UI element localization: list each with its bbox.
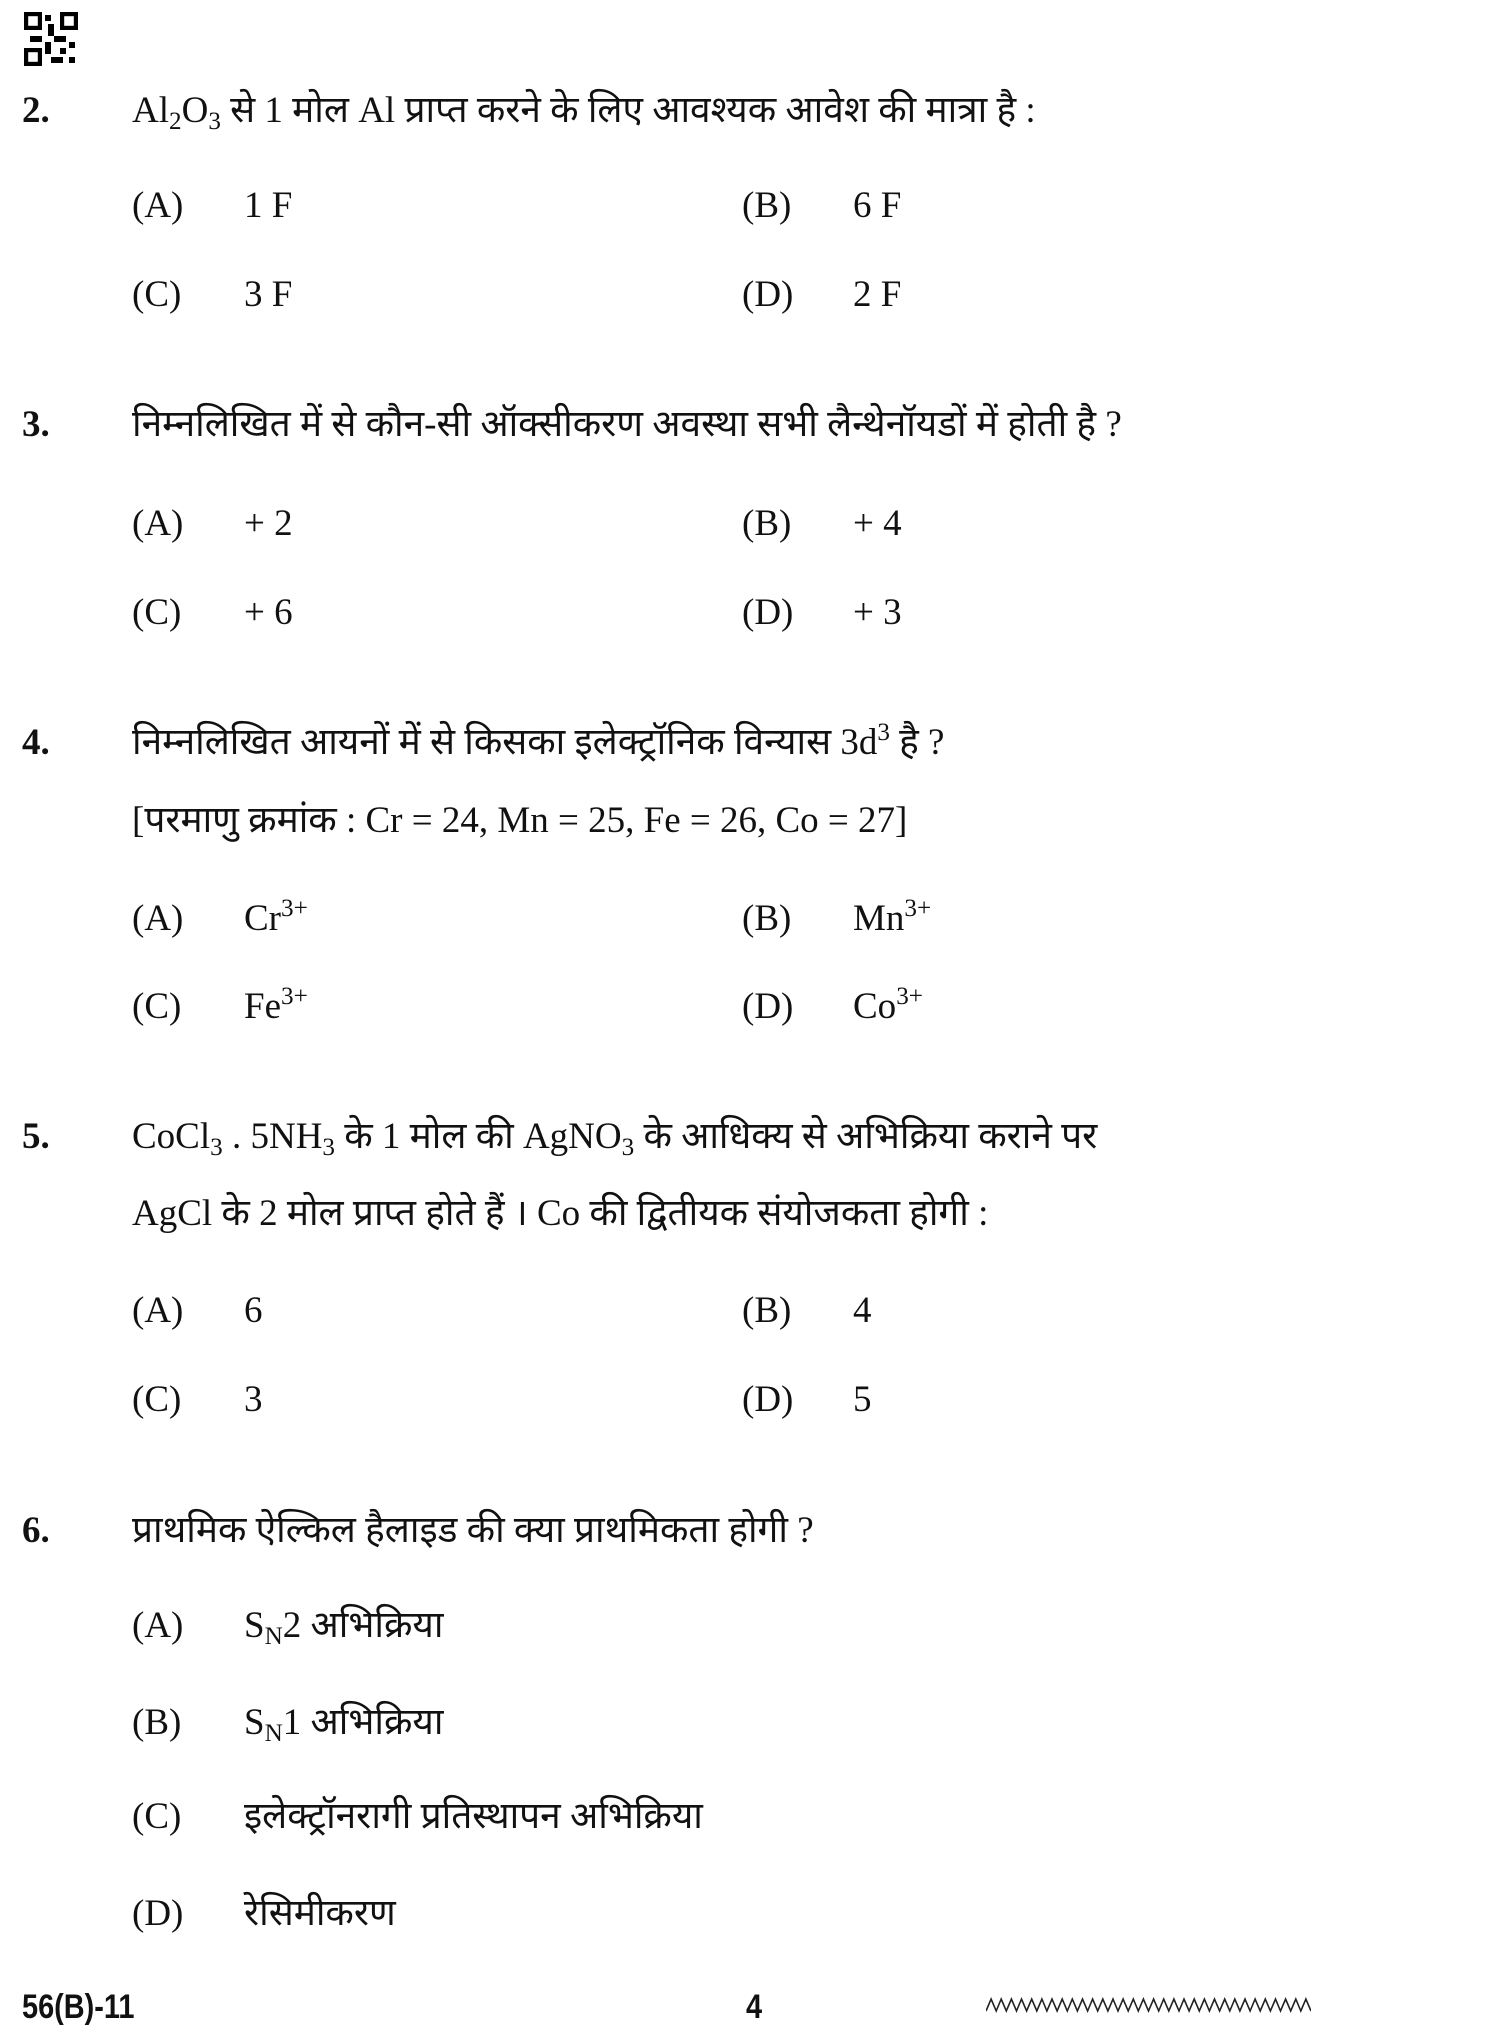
text-segment: निम्नलिखित में से कौन-सी ऑक्सीकरण अवस्था सभी लैन्थेनॉयडों में होती है ?	[132, 404, 1122, 445]
question-text	[132, 802, 907, 839]
option-value	[853, 983, 923, 1027]
text-segment: Al	[132, 90, 169, 131]
text-segment: निम्नलिखित आयनों में से किसका इलेक्ट्रॉनिक विन्यास 3d	[132, 722, 878, 763]
subscript: 3	[210, 1134, 223, 1162]
subscript: 3	[621, 1134, 635, 1162]
option-label: (D)	[132, 1893, 184, 1934]
qr-code-icon	[24, 12, 78, 66]
text-segment: इलेक्ट्रॉनरागी प्रतिस्थापन अभिक्रिया	[244, 1796, 703, 1837]
option-value	[244, 1798, 703, 1835]
question-text	[132, 1195, 988, 1232]
superscript: 3	[877, 719, 890, 747]
option-label: (A)	[132, 503, 184, 544]
text-segment: 2 F	[853, 274, 902, 315]
text-segment: है ?	[889, 722, 945, 763]
option-label: (A)	[132, 898, 184, 939]
text-segment: O	[181, 90, 209, 131]
option-label: (D)	[742, 274, 794, 315]
subscript: 2	[169, 108, 182, 136]
text-segment: 1 अभिक्रिया	[282, 1702, 444, 1743]
superscript: 3+	[281, 895, 308, 923]
option-value	[244, 505, 293, 542]
option-label: (C)	[132, 1796, 182, 1837]
option-value	[853, 594, 902, 631]
page-number: 4	[746, 1988, 763, 2026]
subscript: N	[264, 1720, 283, 1748]
option-label: (B)	[742, 1290, 792, 1331]
text-segment: 3	[244, 1379, 263, 1420]
option-value	[244, 276, 292, 313]
option-label: (D)	[742, 986, 794, 1027]
text-segment: + 2	[244, 503, 293, 544]
text-segment: [परमाणु क्रमांक : Cr = 24, Mn = 25, Fe = 26, Co = 27]	[132, 800, 908, 841]
question-text	[132, 90, 1036, 136]
text-segment: से 1 मोल Al प्राप्त करने के लिए आवश्यक आवेश की मात्रा है :	[220, 90, 1036, 131]
text-segment: प्राथमिक ऐल्किल हैलाइड की क्या प्राथमिकता होगी ?	[132, 1510, 814, 1551]
option-value	[853, 187, 901, 224]
option-label: (A)	[132, 185, 184, 226]
text-segment: . 5NH	[222, 1116, 323, 1157]
text-segment: Co	[853, 986, 897, 1027]
option-label: (C)	[132, 986, 182, 1027]
option-label: (D)	[742, 1379, 794, 1420]
text-segment: 6 F	[853, 185, 902, 226]
question-number: 5.	[22, 1116, 50, 1157]
text-segment: Mn	[853, 898, 905, 939]
text-segment: + 3	[853, 592, 902, 633]
question-text	[132, 1116, 1098, 1162]
option-label: (C)	[132, 592, 182, 633]
option-label: (A)	[132, 1605, 184, 1646]
option-value	[853, 276, 901, 313]
question-number: 2.	[22, 90, 50, 131]
text-segment: 1 F	[244, 185, 293, 226]
question-number: 3.	[22, 404, 50, 445]
text-segment: 4	[853, 1290, 872, 1331]
superscript: 3+	[281, 983, 308, 1011]
option-label: (B)	[742, 503, 792, 544]
question-number: 4.	[22, 722, 50, 763]
option-label: (A)	[132, 1290, 184, 1331]
option-value	[244, 1605, 444, 1651]
text-segment: S	[244, 1605, 265, 1646]
question-number: 6.	[22, 1510, 50, 1551]
wavy-line-decoration	[986, 1996, 1311, 2014]
option-label: (D)	[742, 592, 794, 633]
text-segment: 2 अभिक्रिया	[282, 1605, 444, 1646]
text-segment: S	[244, 1702, 265, 1743]
option-label: (C)	[132, 1379, 182, 1420]
text-segment: CoCl	[132, 1116, 211, 1157]
option-value	[244, 983, 308, 1027]
option-value	[244, 187, 292, 224]
option-value	[853, 1381, 872, 1418]
option-label: (B)	[742, 185, 792, 226]
option-value	[244, 895, 308, 939]
text-segment: 6	[244, 1290, 263, 1331]
option-value	[244, 1381, 263, 1418]
superscript: 3+	[904, 895, 932, 923]
superscript: 3+	[896, 983, 923, 1011]
question-text	[132, 1512, 814, 1549]
text-segment: 3 F	[244, 274, 293, 315]
text-segment: रेसिमीकरण	[244, 1893, 396, 1934]
subscript: 3	[208, 108, 221, 136]
question-text	[132, 406, 1122, 443]
option-label: (B)	[742, 898, 792, 939]
text-segment: Cr	[244, 898, 281, 939]
option-label: (B)	[132, 1702, 182, 1743]
text-segment: Fe	[244, 986, 281, 1027]
option-value	[244, 594, 293, 631]
option-value	[853, 505, 902, 542]
text-segment: + 4	[853, 503, 902, 544]
text-segment: के आधिक्य से अभिक्रिया कराने पर	[634, 1116, 1098, 1157]
question-text	[132, 719, 945, 763]
option-value	[244, 1895, 396, 1932]
paper-code: 56(B)-11	[22, 1988, 135, 2026]
text-segment: 5	[853, 1379, 872, 1420]
option-value	[853, 895, 932, 939]
option-value	[853, 1292, 872, 1329]
option-label: (C)	[132, 274, 182, 315]
text-segment: + 6	[244, 592, 293, 633]
option-value	[244, 1292, 263, 1329]
text-segment: AgCl के 2 मोल प्राप्त होते हैं । Co की द्वितीयक संयोजकता होगी :	[132, 1193, 989, 1234]
option-value	[244, 1702, 444, 1748]
subscript: 3	[322, 1134, 335, 1162]
subscript: N	[264, 1623, 283, 1651]
text-segment: के 1 मोल की AgNO	[335, 1116, 622, 1157]
